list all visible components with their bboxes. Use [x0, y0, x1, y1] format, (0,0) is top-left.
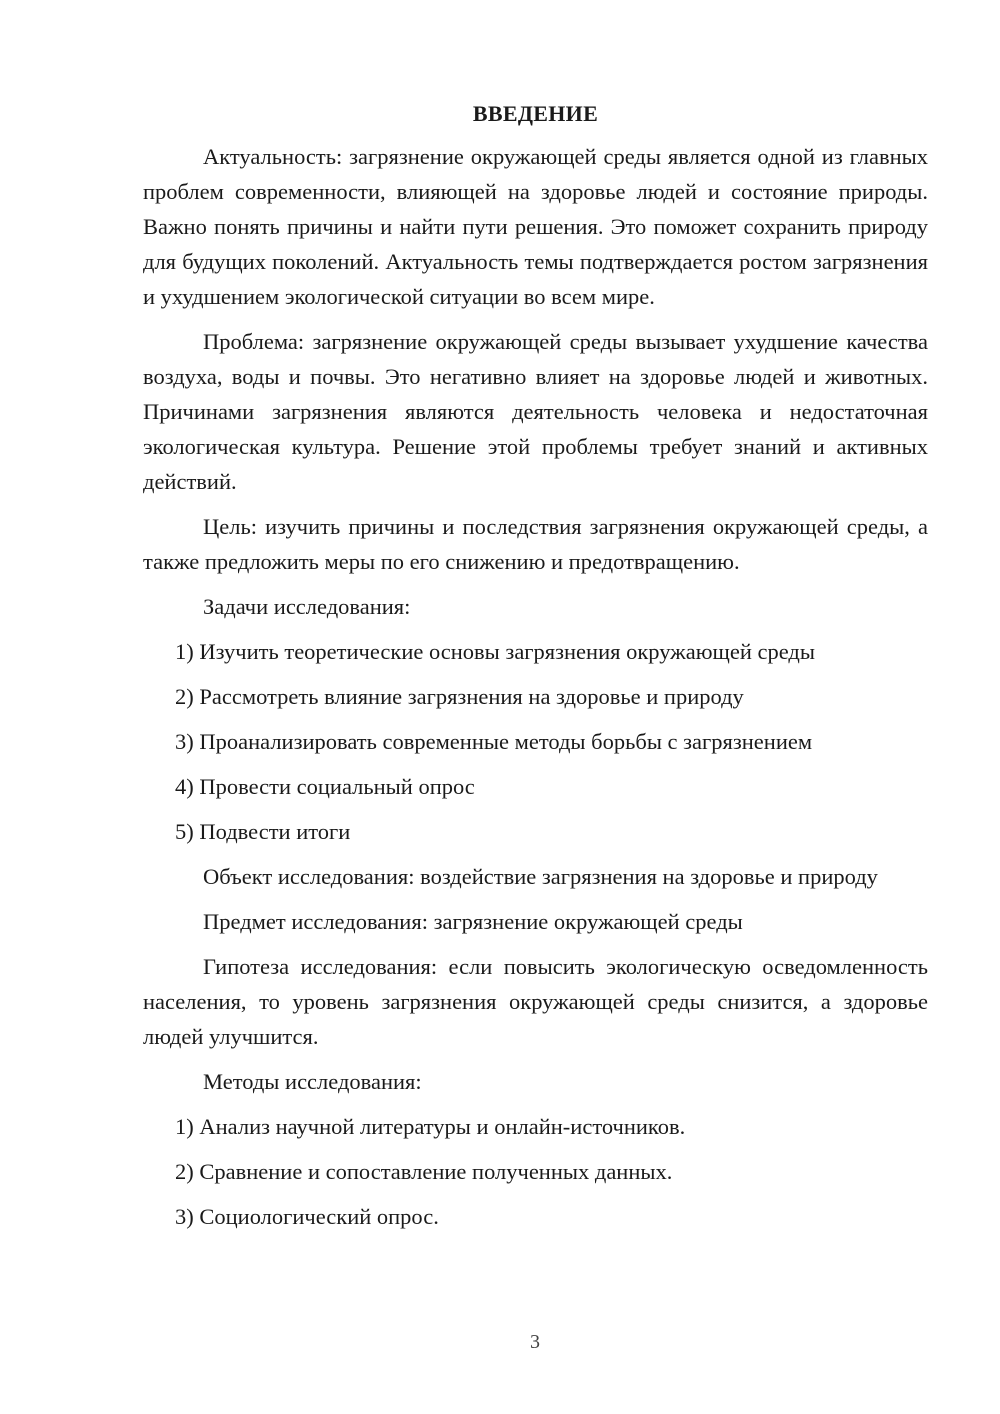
document-page [143, 96, 928, 1244]
hypothesis-paragraph: Гипотеза исследования: если повысить экологическую осведомленность населения, то уровень загрязнения окружающей среды снизится, а здоровье людей улучшится. [143, 954, 928, 1049]
methods-heading: Методы исследования: [203, 1069, 422, 1094]
section-title: ВВЕДЕНИЕ [472, 101, 599, 126]
subject-paragraph: Предмет исследования: загрязнение окружающей среды [203, 909, 743, 934]
list-item: 3) Проанализировать современные методы борьбы с загрязнением [175, 729, 813, 754]
object-paragraph: Объект исследования: воздействие загрязнения на здоровье и природу [203, 864, 878, 889]
tasks-heading: Задачи исследования: [203, 594, 411, 619]
list-item: 5) Подвести итоги [175, 819, 351, 844]
tasks-list [143, 634, 928, 849]
page-number: 3 [530, 1331, 540, 1353]
list-item: 1) Изучить теоретические основы загрязнения окружающей среды [175, 639, 815, 664]
list-item: 2) Рассмотреть влияние загрязнения на здоровье и природу [175, 684, 744, 709]
methods-list [143, 1109, 928, 1234]
goal-paragraph: Цель: изучить причины и последствия загрязнения окружающей среды, а также предложить меры по его снижению и предотвращению. [143, 514, 928, 574]
list-item: 2) Сравнение и сопоставление полученных данных. [175, 1159, 673, 1184]
problem-paragraph: Проблема: загрязнение окружающей среды вызывает ухудшение качества воздуха, воды и почвы. Это негативно влияет на здоровье людей и животных. Причинами загрязнения являются деятельность человека и недостаточная экологическая культура. Решение этой проблемы требует знаний и активных действий. [143, 329, 928, 494]
list-item: 4) Провести социальный опрос [175, 774, 475, 799]
list-item: 1) Анализ научной литературы и онлайн-источников. [175, 1114, 686, 1139]
list-item: 3) Социологический опрос. [175, 1204, 439, 1229]
relevance-paragraph: Актуальность: загрязнение окружающей среды является одной из главных проблем современности, влияющей на здоровье людей и состояние природы. Важно понять причины и найти пути решения. Это поможет сохранить природу для будущих поколений. Актуальность темы подтверждается ростом загрязнения и ухудшением экологической ситуации во всем мире. [143, 144, 928, 309]
